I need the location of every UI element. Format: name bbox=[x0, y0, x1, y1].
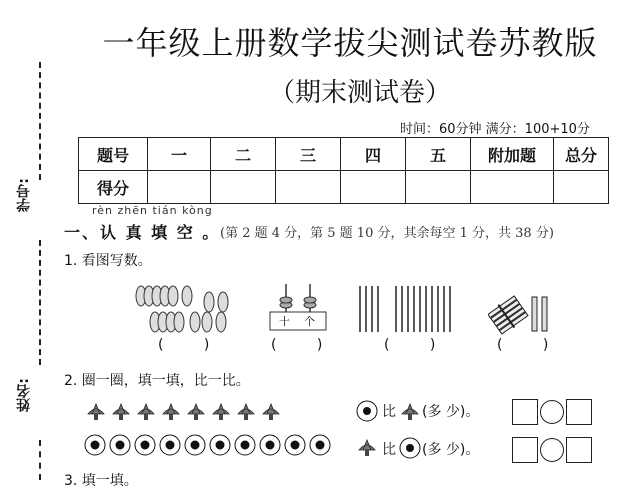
score-table-header-row bbox=[79, 138, 609, 171]
score-col-total: 总分 bbox=[554, 138, 609, 171]
exam-meta: 时间：60分钟 满分：100+10分 bbox=[400, 122, 590, 137]
score-table-score-row bbox=[79, 171, 609, 204]
score-row-label: 得分 bbox=[79, 171, 148, 204]
student-id-label: 学号: bbox=[16, 178, 32, 212]
score-col-3: 三 bbox=[276, 138, 341, 171]
q1-label: 1. 看图写数。 bbox=[64, 253, 152, 269]
q2-row1-box-right[interactable] bbox=[566, 399, 592, 425]
page-title: 一年级上册数学拔尖测试卷苏教版 bbox=[102, 24, 598, 62]
score-cell[interactable] bbox=[406, 171, 471, 204]
binding-line-top bbox=[39, 62, 41, 180]
score-cell[interactable] bbox=[471, 171, 554, 204]
q2-row1-box-left[interactable] bbox=[512, 399, 538, 425]
section1-note: (第 2 题 4 分，第 5 题 10 分，其余每空 1 分，共 38 分) bbox=[220, 226, 554, 241]
q1-abacus-picture bbox=[268, 278, 328, 334]
section1-pinyin: rèn zhēn tián kòng bbox=[92, 204, 213, 217]
q2-label: 2. 圈一圈，填一填，比一比。 bbox=[64, 373, 250, 389]
q1-answer-3[interactable]: ( ) bbox=[384, 337, 454, 353]
q1-sticks-picture bbox=[356, 284, 456, 334]
page-subtitle: （期末测试卷） bbox=[268, 78, 451, 108]
score-col-number: 题号 bbox=[79, 138, 148, 171]
score-col-2: 二 bbox=[211, 138, 276, 171]
score-col-1: 一 bbox=[148, 138, 211, 171]
score-col-4: 四 bbox=[341, 138, 406, 171]
q2-row2-compare: 比 bbox=[382, 442, 396, 458]
score-cell[interactable] bbox=[211, 171, 276, 204]
q1-oval-beads-picture bbox=[135, 280, 235, 336]
score-cell[interactable] bbox=[341, 171, 406, 204]
q1-answer-1[interactable]: ( ) bbox=[158, 337, 228, 353]
q1-answer-4[interactable]: ( ) bbox=[497, 337, 567, 353]
score-col-5: 五 bbox=[406, 138, 471, 171]
soccer-ball-icon bbox=[398, 436, 422, 460]
q1-stick-bundle-picture bbox=[488, 293, 558, 335]
q2-row2-circle[interactable] bbox=[540, 438, 564, 462]
score-cell[interactable] bbox=[148, 171, 211, 204]
q2-row2-box-left[interactable] bbox=[512, 437, 538, 463]
section1-title: 一、认 真 填 空 。 bbox=[64, 223, 221, 242]
q2-row2-suffix: (多 少)。 bbox=[422, 442, 480, 458]
q2-row2-box-right[interactable] bbox=[566, 437, 592, 463]
q2-row1-compare: 比 bbox=[382, 404, 396, 420]
student-name-label: 姓名: bbox=[16, 378, 32, 412]
binding-line-bottom bbox=[39, 440, 41, 480]
q2-ball-row bbox=[84, 433, 334, 457]
q2-row1-suffix: (多 少)。 bbox=[422, 404, 480, 420]
binding-line-mid bbox=[39, 240, 41, 365]
carrot-icon bbox=[355, 436, 379, 458]
q2-carrot-row bbox=[84, 400, 284, 422]
carrot-icon bbox=[398, 400, 422, 422]
abacus-ones-label: 个 bbox=[304, 315, 315, 328]
abacus-tens-label: 十 bbox=[279, 315, 290, 328]
score-col-bonus: 附加题 bbox=[471, 138, 554, 171]
soccer-ball-icon bbox=[355, 399, 379, 423]
carrot-icons bbox=[84, 400, 284, 422]
q2-row1-circle[interactable] bbox=[540, 400, 564, 424]
q1-answer-2[interactable]: ( ) bbox=[271, 337, 341, 353]
score-cell[interactable] bbox=[276, 171, 341, 204]
soccer-ball-icons bbox=[84, 433, 334, 457]
score-cell[interactable] bbox=[554, 171, 609, 204]
q3-label: 3. 填一填。 bbox=[64, 473, 138, 489]
score-table bbox=[78, 137, 609, 204]
